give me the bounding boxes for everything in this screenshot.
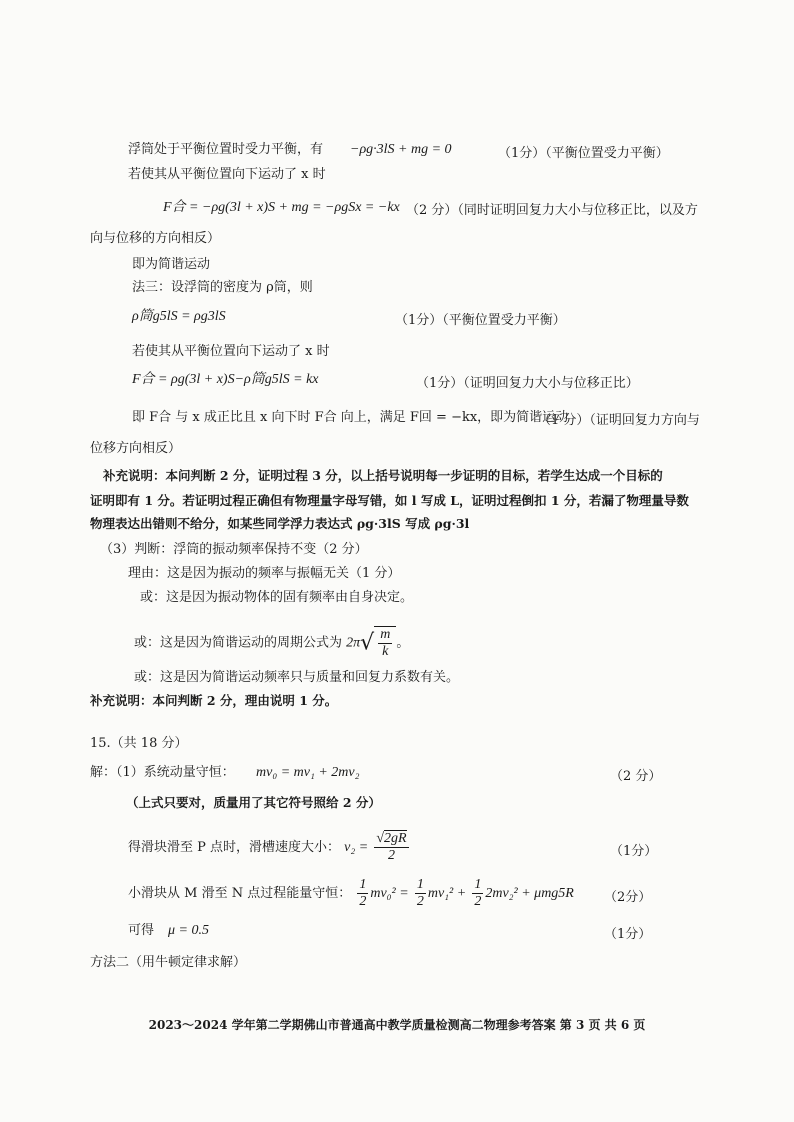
supplement-note: 物理表达出错则不给分，如某些同学浮力表达式 ρg·3lS 写成 ρg·3l [90,516,470,531]
velocity-fraction: $\frac{√2gR}{2}$ [376,831,407,863]
period-formula-line: 或：这是因为简谐运动的周期公式为 2π√ $\frac{m}{k}$ 。 [134,627,410,659]
text-line: 或：这是因为振动物体的固有频率由自身决定。 [140,590,414,605]
supplement-note: 补充说明：本问判断 2 分，证明过程 3 分，以上括号说明每一步证明的目标，若学生达成一个目标的 [103,468,663,483]
equation: ρ筒g5lS = ρg3lS [132,309,226,324]
text-line: 理由：这是因为振动的频率与振幅无关（1 分） [128,566,401,581]
score-note: （2 分）（同时证明回复力大小与位移正比，以及方 [406,203,698,218]
energy-conservation-line: 小滑块从 M 滑至 N 点过程能量守恒： $\frac{1}{2}$ mv₀² = $\frac{1}{2}$ mv₁² + $\frac{1}{2}$ 2mv₂² + μmg5R [128,877,574,909]
text-line: 位移方向相反） [90,441,182,456]
slider-velocity-line [128,828,411,868]
score-note: （1分）（平衡位置受力平衡） [395,313,566,328]
text-line: 若使其从平衡位置向下运动了 x 时 [132,344,330,359]
text-line: 向与位移的方向相反） [90,231,221,246]
supplement-note: 补充说明：本问判断 2 分，理由说明 1 分。 [90,693,338,708]
score-note: （1分）（证明回复力大小与位移正比） [416,376,639,391]
text-line: 浮筒处于平衡位置时受力平衡，有 [128,142,324,157]
equation: F合 = ρg(3l + x)S−ρ筒g5lS = kx [132,372,319,387]
text-line: 或：这是因为简谐运动频率只与质量和回复力系数有关。 [134,670,460,685]
half-fraction: $\frac{1}{2}$ [416,877,424,909]
half-fraction: $\frac{1}{2}$ [474,877,482,909]
score-note: （1分） [604,927,652,942]
text-line: 若使其从平衡位置向下运动了 x 时 [128,167,326,182]
half-fraction: $\frac{1}{2}$ [359,877,367,909]
m-over-k: $\frac{m}{k}$ [380,627,391,659]
equation: −ρg·3lS + mg = 0 [350,142,452,157]
supplement-note: 证明即有 1 分。若证明过程正确但有物理量字母写错，如 l 写成 L，证明过程倒扣 1 分，若漏了物理量导数 [90,493,689,508]
equation: F合 = −ρg(3l + x)S + mg = −ρgSx = −kx [163,200,400,215]
text-line: 法三：设浮筒的密度为 ρ筒，则 [132,280,313,295]
text-fragment: 小滑块从 M 滑至 N 点过程能量守恒： [128,886,352,901]
score-note: （1分）（平衡位置受力平衡） [498,146,669,161]
text-fragment: 得滑块滑至 P 点时，滑槽速度大小： [128,840,341,855]
text-line: 解：（1）系统动量守恒： [90,765,235,780]
supplement-note: （上式只要对，质量用了其它符号照给 2 分） [126,795,381,810]
sqrt-expression: √ $\frac{m}{k}$ [360,626,396,660]
question-heading: 15.（共 18 分） [90,736,188,751]
text-fragment: 或：这是因为简谐运动的周期公式为 [134,635,343,651]
two-pi: 2π [346,635,361,651]
score-note: （1 分）（证明回复力方向与 [538,413,700,428]
text-line: （3）判断：浮筒的振动频率保持不变（2 分） [100,542,368,557]
text-line: 即 F合 与 x 成正比且 x 向下时 F合 向上，满足 F回 = −kx，即为简谐运动 [132,410,569,425]
text-line: 即为简谐运动 [132,257,211,272]
score-note: （2分） [604,890,652,905]
equation: μ = 0.5 [168,923,209,938]
text-line: 可得 [128,923,155,938]
page-footer: 2023～2024 学年第二学期佛山市普通高中教学质量检测高二物理参考答案 第 3 页 共 6 页 [148,1018,646,1032]
text-line: 方法二（用牛顿定律求解） [90,955,247,970]
v2-label: v₂ = [344,840,369,855]
equation: mv₀ = mv₁ + 2mv₂ [256,765,360,780]
score-note: （1分） [610,844,658,859]
score-note: （2 分） [610,769,662,784]
